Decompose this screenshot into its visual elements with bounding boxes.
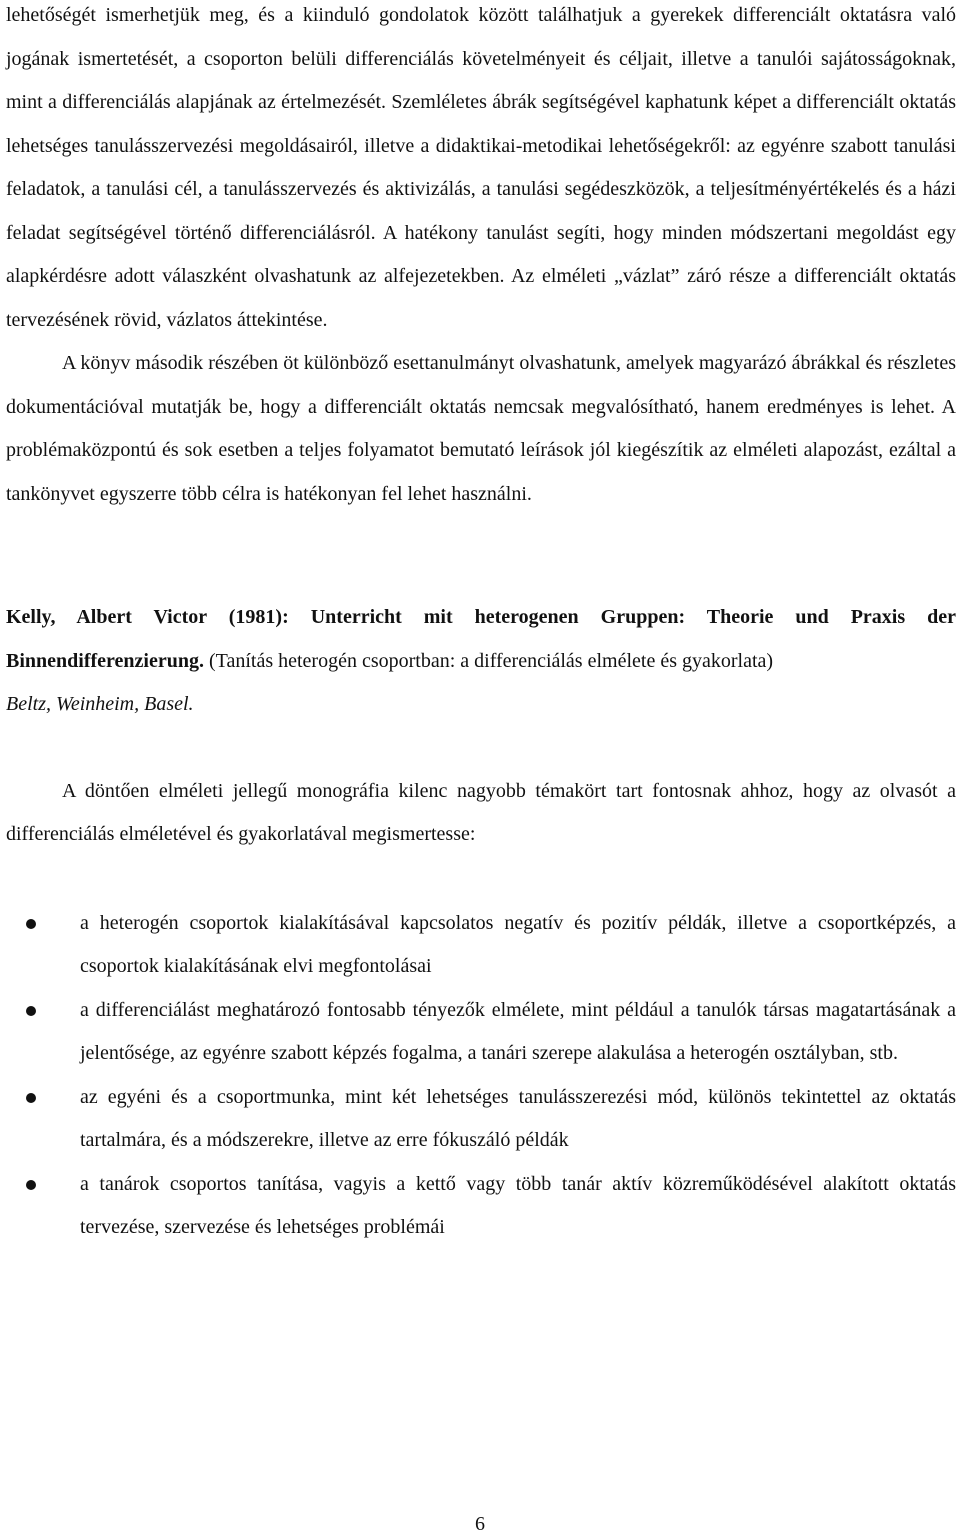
bullet-icon [26,1180,36,1190]
document-page [6,0,956,1250]
list-item-text: a differenciálást meghatározó fontosabb tényezők elmélete, mint például a tanulók társas magatartásának a jelentősége, az egyénre szabott képzés fogalma, a tanári szerepe alakulása a heterogén osztályban, stb. [80,998,956,1064]
reference-translation: (Tanítás heterogén csoportban: a differenciálás elmélete és gyakorlata) [208,649,774,672]
list-item-text: a tanárok csoportos tanítása, vagyis a kettő vagy több tanár aktív közreműködésével alakított oktatás tervezése, szervezése és lehetséges problémái [80,1172,956,1238]
bullet-icon [26,919,36,929]
list-item-text: a heterogén csoportok kialakításával kapcsolatos negatív és pozitív példák, illetve a csoportképzés, a csoportok kialakításának elvi megfontolásai [80,911,956,977]
paragraph-monograph-summary: A döntően elméleti jellegű monográfia kilenc nagyobb témakört tart fontosnak ahhoz, hogy az olvasót a differenciálás elméletével és gyakorlatával megismertesse: [6,779,956,845]
paragraph-book-overview: lehetőségét ismerhetjük meg, és a kiinduló gondolatok között találhatjuk a gyerekek differenciált oktatásra való jogának ismertetését, a csoporton belüli differenciálás követelményeit és céljait, illetve a tanulói sajátosságoknak, mint a differenciálás alapjának az értelmezését. Szemléletes ábrák segítségével kaphatunk képet a differenciált oktatás lehetséges tanulásszervezési megoldásairól, illetve a didaktikai-metodikai lehetőségekről: az egyénre szabott tanulási feladatok, a tanulási cél, a tanulásszervezés és aktivizálás, a tanulási segédeszközök, a teljesítményértékelés és a házi feladat segítségével történő differenciálásról. A hatékony tanulást segíti, hogy minden módszertani megoldást egy alapkérdésre adott válaszként olvashatunk az alfejezetekben. Az elméleti „vázlat” záró része a differenciált oktatás tervezésének rövid, vázlatos áttekintése. [6,4,956,331]
paragraph-case-studies: A könyv második részében öt különböző esettanulmányt olvashatunk, amelyek magyarázó ábrákkal és részletes dokumentációval mutatják be, hogy a differenciált oktatás nemcsak megvalósítható, hanem eredményes is lehet. A problémaközpontú és sok esetben a teljes folyamatot bemutató leírások jól kiegészítik az elméleti alapozást, ezáltal a tankönyvet egyszerre több célra is hatékonyan fel lehet használni. [6,352,956,505]
list-item [6,1163,956,1250]
reference-citation [6,596,956,727]
list-item-text: az egyéni és a csoportmunka, mint két lehetséges tanulásszerezési mód, különös tekintettel az oktatás tartalmára, és a módszerekre, illetve az erre fókuszáló példák [80,1085,956,1151]
bibliographic-reference [6,596,956,727]
reference-publisher: Beltz, Weinheim, Basel. [6,693,194,715]
topics-list [6,902,956,1250]
reference-title: Kelly, Albert Victor (1981): Unterricht mit heterogenen Gruppen: Theorie und Praxis der Binnendifferenzierung. [6,606,956,672]
list-item [6,1076,956,1163]
bullet-icon [26,1006,36,1016]
page-number: 6 [475,1513,485,1535]
bullet-icon [26,1093,36,1103]
list-item [6,902,956,989]
list-item [6,989,956,1076]
